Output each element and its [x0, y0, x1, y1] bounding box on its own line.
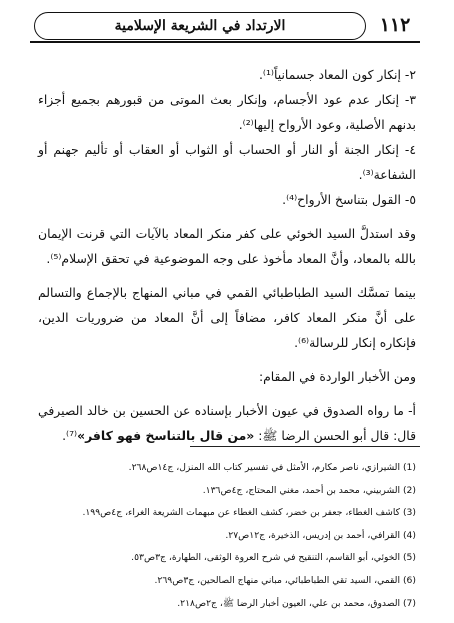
footnote: (4) القرافي، أحمد بن إدريس، الذخيرة، ج١٢ص٢٧. — [225, 529, 416, 541]
footnote: (5) الخوئي، أبو القاسم، التنقيح في شرح العروة الوثقى، الطهارة، ج٣ص٥٣. — [131, 552, 416, 564]
paragraph-khoei: وقد استدلَّ السيد الخوئي على كفر منكر المعاد بالآيات التي قرنت الإيمان بالله بالمعاد، وأنَّ المعاد مأخوذ على وجه الموضوعية في تحقق الإسلام⁽⁵⁾. — [38, 226, 416, 266]
header-rule — [30, 41, 420, 43]
paragraph-akhbar: ومن الأخبار الواردة في المقام: — [258, 369, 416, 384]
page-number: ١١٢ — [379, 14, 411, 36]
list-item: ٣- إنكار عدم عود الأجسام، وإنكار بعث الموتى من قبورهم بجميع أجزاء بدنهم الأصلية، وعود الأرواح إليها⁽²⁾. — [38, 92, 416, 132]
list-item: ٥- القول بتناسخ الأرواح⁽⁴⁾. — [282, 192, 416, 207]
footnote-separator — [190, 446, 420, 447]
list-item: ٤- إنكار الجنة أو النار أو الحساب أو الثواب أو العقاب أو تأليم جهنم أو الشفاعة⁽³⁾. — [38, 142, 416, 182]
list-item: ٢- إنكار كون المعاد جسمانياً⁽¹⁾. — [258, 67, 416, 82]
paragraph-qummi: بينما تمسَّك السيد الطباطبائي القمي في مباني المنهاج بالإجماع والتسالم على أنَّ منكر المعاد كافر، مضافاً إلى أنَّ المعاد من ضروريات الدين، فإنكاره إنكار للرسالة⁽⁶⁾. — [38, 285, 416, 350]
footnote: (7) الصدوق، محمد بن علي، العيون أخبار الرضا ﷺ، ج٢ص٢١٨. — [177, 597, 416, 609]
footnotes — [38, 457, 416, 615]
hadith-footnote-ref: ⁽⁷⁾. — [62, 428, 78, 443]
paragraph-gap — [38, 389, 416, 398]
paragraph-gap — [38, 212, 416, 221]
running-title: الارتداد في الشريعة الإسلامية — [34, 12, 366, 40]
page-header — [30, 10, 420, 44]
hadith-quote: «من قال بالتناسخ فهو كافر» — [77, 428, 255, 443]
paragraph-gap — [38, 355, 416, 364]
footnote: (2) الشربيني، محمد بن أحمد، مغني المحتاج، ج٤ص١٣٦. — [202, 484, 416, 496]
paragraph-hadith — [38, 398, 416, 448]
footnote: (6) القمي، السيد تقي الطباطبائي، مباني منهاج الصالحين، ج٣ص٢٦٩. — [154, 574, 416, 586]
paragraph-gap — [38, 271, 416, 280]
main-text — [38, 62, 416, 448]
footnote: (3) كاشف الغطاء، جعفر بن خضر، كشف الغطاء عن مبهمات الشريعة الغراء، ج٤ص١٩٩. — [82, 507, 416, 519]
hadith-intro: أ- ما رواه الصدوق في عيون الأخبار بإسناده عن الحسين بن خالد الصيرفي قال: قال أبو الحسن الرضا ﷺ: — [38, 403, 416, 443]
footnote: (1) الشيرازي، ناصر مكارم، الأمثل في تفسير كتاب الله المنزل، ج١٤ص٢٦٨. — [128, 462, 416, 473]
